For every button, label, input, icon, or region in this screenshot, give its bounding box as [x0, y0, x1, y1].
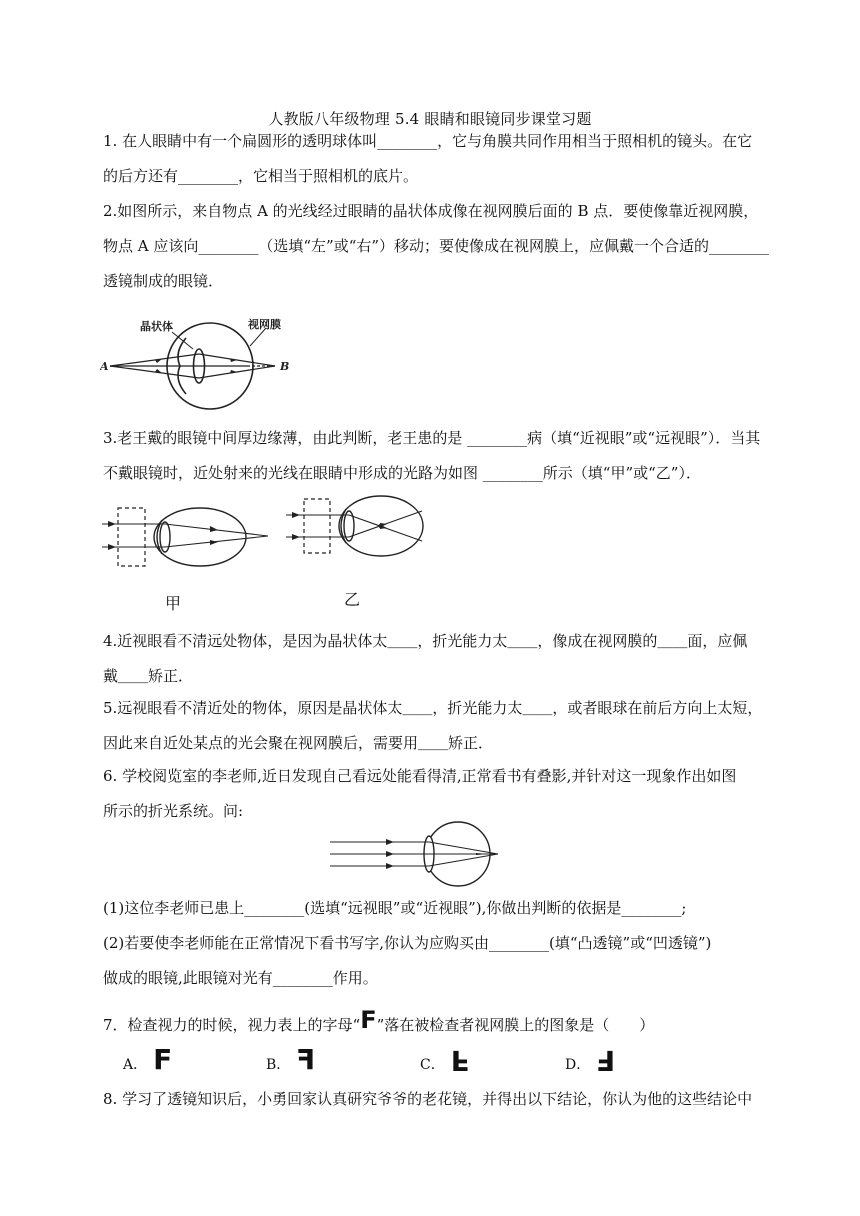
label-a: A [100, 360, 109, 373]
question-6 [103, 759, 763, 829]
q2-line-2: 物点 A 应该向________（选填“左”或“右”）移动；要使像成在视网膜上，应佩戴一个合适的________ [103, 237, 770, 255]
q7-stem-letter: F [360, 1006, 377, 1034]
eye-diagram-jia [100, 505, 275, 585]
q1-line-1: 1. 在人眼睛中有一个扁圆形的透明球体叫________，它与角膜共同作用相当于照相机的镜头。在它 [103, 132, 753, 150]
q5-line-1: 5.远视眼看不清近处的物体，原因是晶状体太＿＿，折光能力太＿＿，或者眼球在前后方向上太短， [103, 699, 763, 717]
question-5 [103, 691, 763, 761]
label-lens: 晶状体 [140, 320, 173, 333]
q2-line-3: 透镜制成的眼镜． [103, 272, 224, 290]
option-d-label: D． [565, 1057, 591, 1073]
option-c[interactable] [420, 1044, 470, 1077]
caption-jia: 甲 [165, 594, 182, 613]
q1-line-2: 的后方还有________，它相当于照相机的底片。 [103, 167, 419, 185]
caption-yi: 乙 [344, 590, 361, 609]
question-4 [103, 624, 763, 694]
q6-sub-2: (2)若要使李老师能在正常情况下看书写字,你认为应购买由________(填“凸透镜”或“凹透镜”) [103, 934, 712, 952]
eye-diagram-yi [284, 493, 434, 563]
label-b: B [280, 360, 290, 373]
q7-stem-before: 7．检查视力的时候，视力表上的字母“ [103, 1016, 361, 1034]
option-a-label: A． [123, 1057, 148, 1073]
q3-line-1: 3.老王戴的眼镜中间厚边缘薄，由此判断，老王患的是 ________病（填“近视眼”或“远视眼”）．当其 [103, 429, 761, 447]
question-8 [103, 1082, 763, 1117]
eye-diagram-q6 [326, 820, 501, 888]
q4-line-1: 4.近视眼看不清远处物体，是因为晶状体太＿＿，折光能力太＿＿，像成在视网膜的＿＿面，应佩 [103, 632, 748, 650]
q7-stem-after: ”落在被检查者视网膜上的图象是（ ） [376, 1016, 655, 1034]
option-d[interactable] [565, 1044, 616, 1077]
q6-sub-3: 做成的眼镜,此眼镜对光有________作用。 [103, 969, 378, 987]
q7-stem [103, 1006, 763, 1040]
option-b-letter: F [296, 1043, 316, 1076]
option-a[interactable] [123, 1043, 173, 1076]
q6-line-2: 所示的折光系统。问: [103, 802, 244, 820]
option-b[interactable] [266, 1043, 316, 1076]
q6-sub-1: (1)这位李老师已患上________(选填“远视眼”或“近视眼”),你做出判断的依据是________; [103, 899, 687, 917]
q5-line-2: 因此来自近处某点的光会聚在视网膜后，需要用＿＿矫正． [103, 734, 494, 752]
option-c-letter: F [450, 1044, 470, 1077]
q8-line-1: 8. 学习了透镜知识后，小勇回家认真研究爷爷的老花镜，并得出以下结论，你认为他的这些结论中 [103, 1090, 753, 1108]
q4-line-2: 戴＿＿矫正． [103, 667, 194, 685]
option-d-letter: F [596, 1044, 616, 1077]
page-title: 人教版八年级物理 5.4 眼睛和眼镜同步课堂习题 [268, 110, 592, 128]
q3-line-2: 不戴眼镜时，近处射来的光线在眼睛中形成的光路为如图 ________所示（填“甲”或“乙”）． [103, 464, 701, 482]
eye-diagram-q2 [100, 316, 300, 412]
option-c-label: C． [420, 1057, 445, 1073]
label-retina: 视网膜 [248, 318, 281, 331]
option-b-label: B． [266, 1057, 291, 1073]
q6-line-1: 6. 学校阅览室的李老师,近日发现自己看远处能看得清,正常看书有叠影,并针对这一现象作出如图 [103, 767, 737, 785]
question-2 [103, 194, 770, 299]
option-a-letter: F [153, 1043, 173, 1076]
question-1 [103, 124, 763, 194]
q2-line-1: 2.如图所示，来自物点 A 的光线经过眼睛的晶状体成像在视网膜后面的 B 点．要使像靠近视网膜， [103, 202, 759, 220]
question-7 [103, 1006, 763, 1040]
question-6-subparts [103, 891, 763, 996]
question-3 [103, 421, 763, 491]
